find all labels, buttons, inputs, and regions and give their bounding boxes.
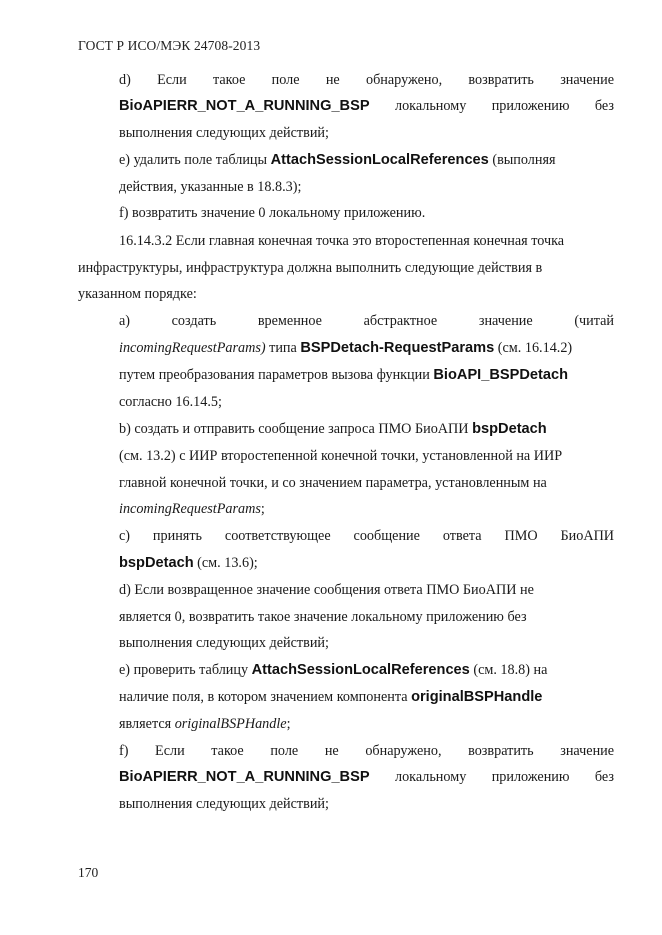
text-line: е) удалить поле таблицы AttachSessionLocalReferences (выполняя — [119, 152, 556, 168]
text-line: главной конечной точки, и со значением параметра, установленным на — [119, 475, 547, 491]
text-line: является 0, возвратить такое значение локальному приложению без — [119, 609, 527, 625]
text-line: е) проверить таблицу AttachSessionLocalReferences (см. 18.8) на — [119, 662, 548, 678]
text-line: a) создать временное абстрактное значение (читай — [119, 313, 615, 329]
text-line: инфраструктуры, инфраструктура должна выполнить следующие действия в — [78, 260, 543, 276]
text-line: bspDetach (см. 13.6); — [119, 555, 258, 571]
document-header: ГОСТ Р ИСО/МЭК 24708-2013 — [78, 38, 261, 53]
text-line: d) Если возвращенное значение сообщения ответа ПМО БиоАПИ не — [119, 582, 534, 598]
page-number: 170 — [78, 865, 99, 880]
text-line: с) принять соответствующее сообщение ответа ПМО БиоАПИ — [119, 528, 615, 544]
text-line: b) создать и отправить сообщение запроса ПМО БиоАПИ bspDetach — [119, 421, 547, 437]
text-line: d) Если такое поле не обнаружено, возвратить значение — [119, 72, 615, 88]
text-line: согласно 16.14.5; — [119, 394, 222, 410]
text-line: выполнения следующих действий; — [119, 796, 329, 812]
code-identifier: bspDetach — [119, 555, 194, 571]
text-line: (см. 13.2) с ИИР второстепенной конечной точки, установленной на ИИР — [119, 448, 563, 464]
code-identifier: originalBSPHandle — [411, 689, 543, 705]
code-identifier: BioAPIERR_NOT_A_RUNNING_BSP — [119, 769, 370, 785]
text-line: BioAPIERR_NOT_A_RUNNING_BSP локальному приложению без — [119, 98, 615, 114]
code-identifier: bspDetach — [472, 421, 547, 437]
text-line: указанном порядке: — [78, 286, 197, 302]
code-identifier: BSPDetach-RequestParams — [300, 340, 495, 356]
text-line: incomingRequestParams) типа BSPDetach-RequestParams (см. 16.14.2) — [119, 340, 573, 356]
text-line: выполнения следующих действий; — [119, 635, 329, 651]
text-line: f) возвратить значение 0 локальному приложению. — [119, 205, 426, 221]
text-line: является originalBSPHandle; — [119, 716, 291, 732]
text-line: f) Если такое поле не обнаружено, возвратить значение — [119, 743, 615, 759]
code-identifier: AttachSessionLocalReferences — [251, 662, 470, 678]
text-line: incomingRequestParams; — [119, 501, 265, 517]
paragraph-heading-line: 16.14.3.2 Если главная конечная точка это второстепенная конечная точка — [119, 233, 565, 249]
text-line: путем преобразования параметров вызова функции BioAPI_BSPDetach — [119, 367, 569, 383]
code-identifier: AttachSessionLocalReferences — [270, 152, 489, 168]
code-identifier: BioAPIERR_NOT_A_RUNNING_BSP — [119, 98, 370, 114]
text-line: действия, указанные в 18.8.3); — [119, 179, 302, 195]
code-identifier: BioAPI_BSPDetach — [433, 367, 569, 383]
text-line: BioAPIERR_NOT_A_RUNNING_BSP локальному приложению без — [119, 769, 615, 785]
text-line: выполнения следующих действий; — [119, 125, 329, 141]
text-line: наличие поля, в котором значением компонента originalBSPHandle — [119, 689, 543, 705]
